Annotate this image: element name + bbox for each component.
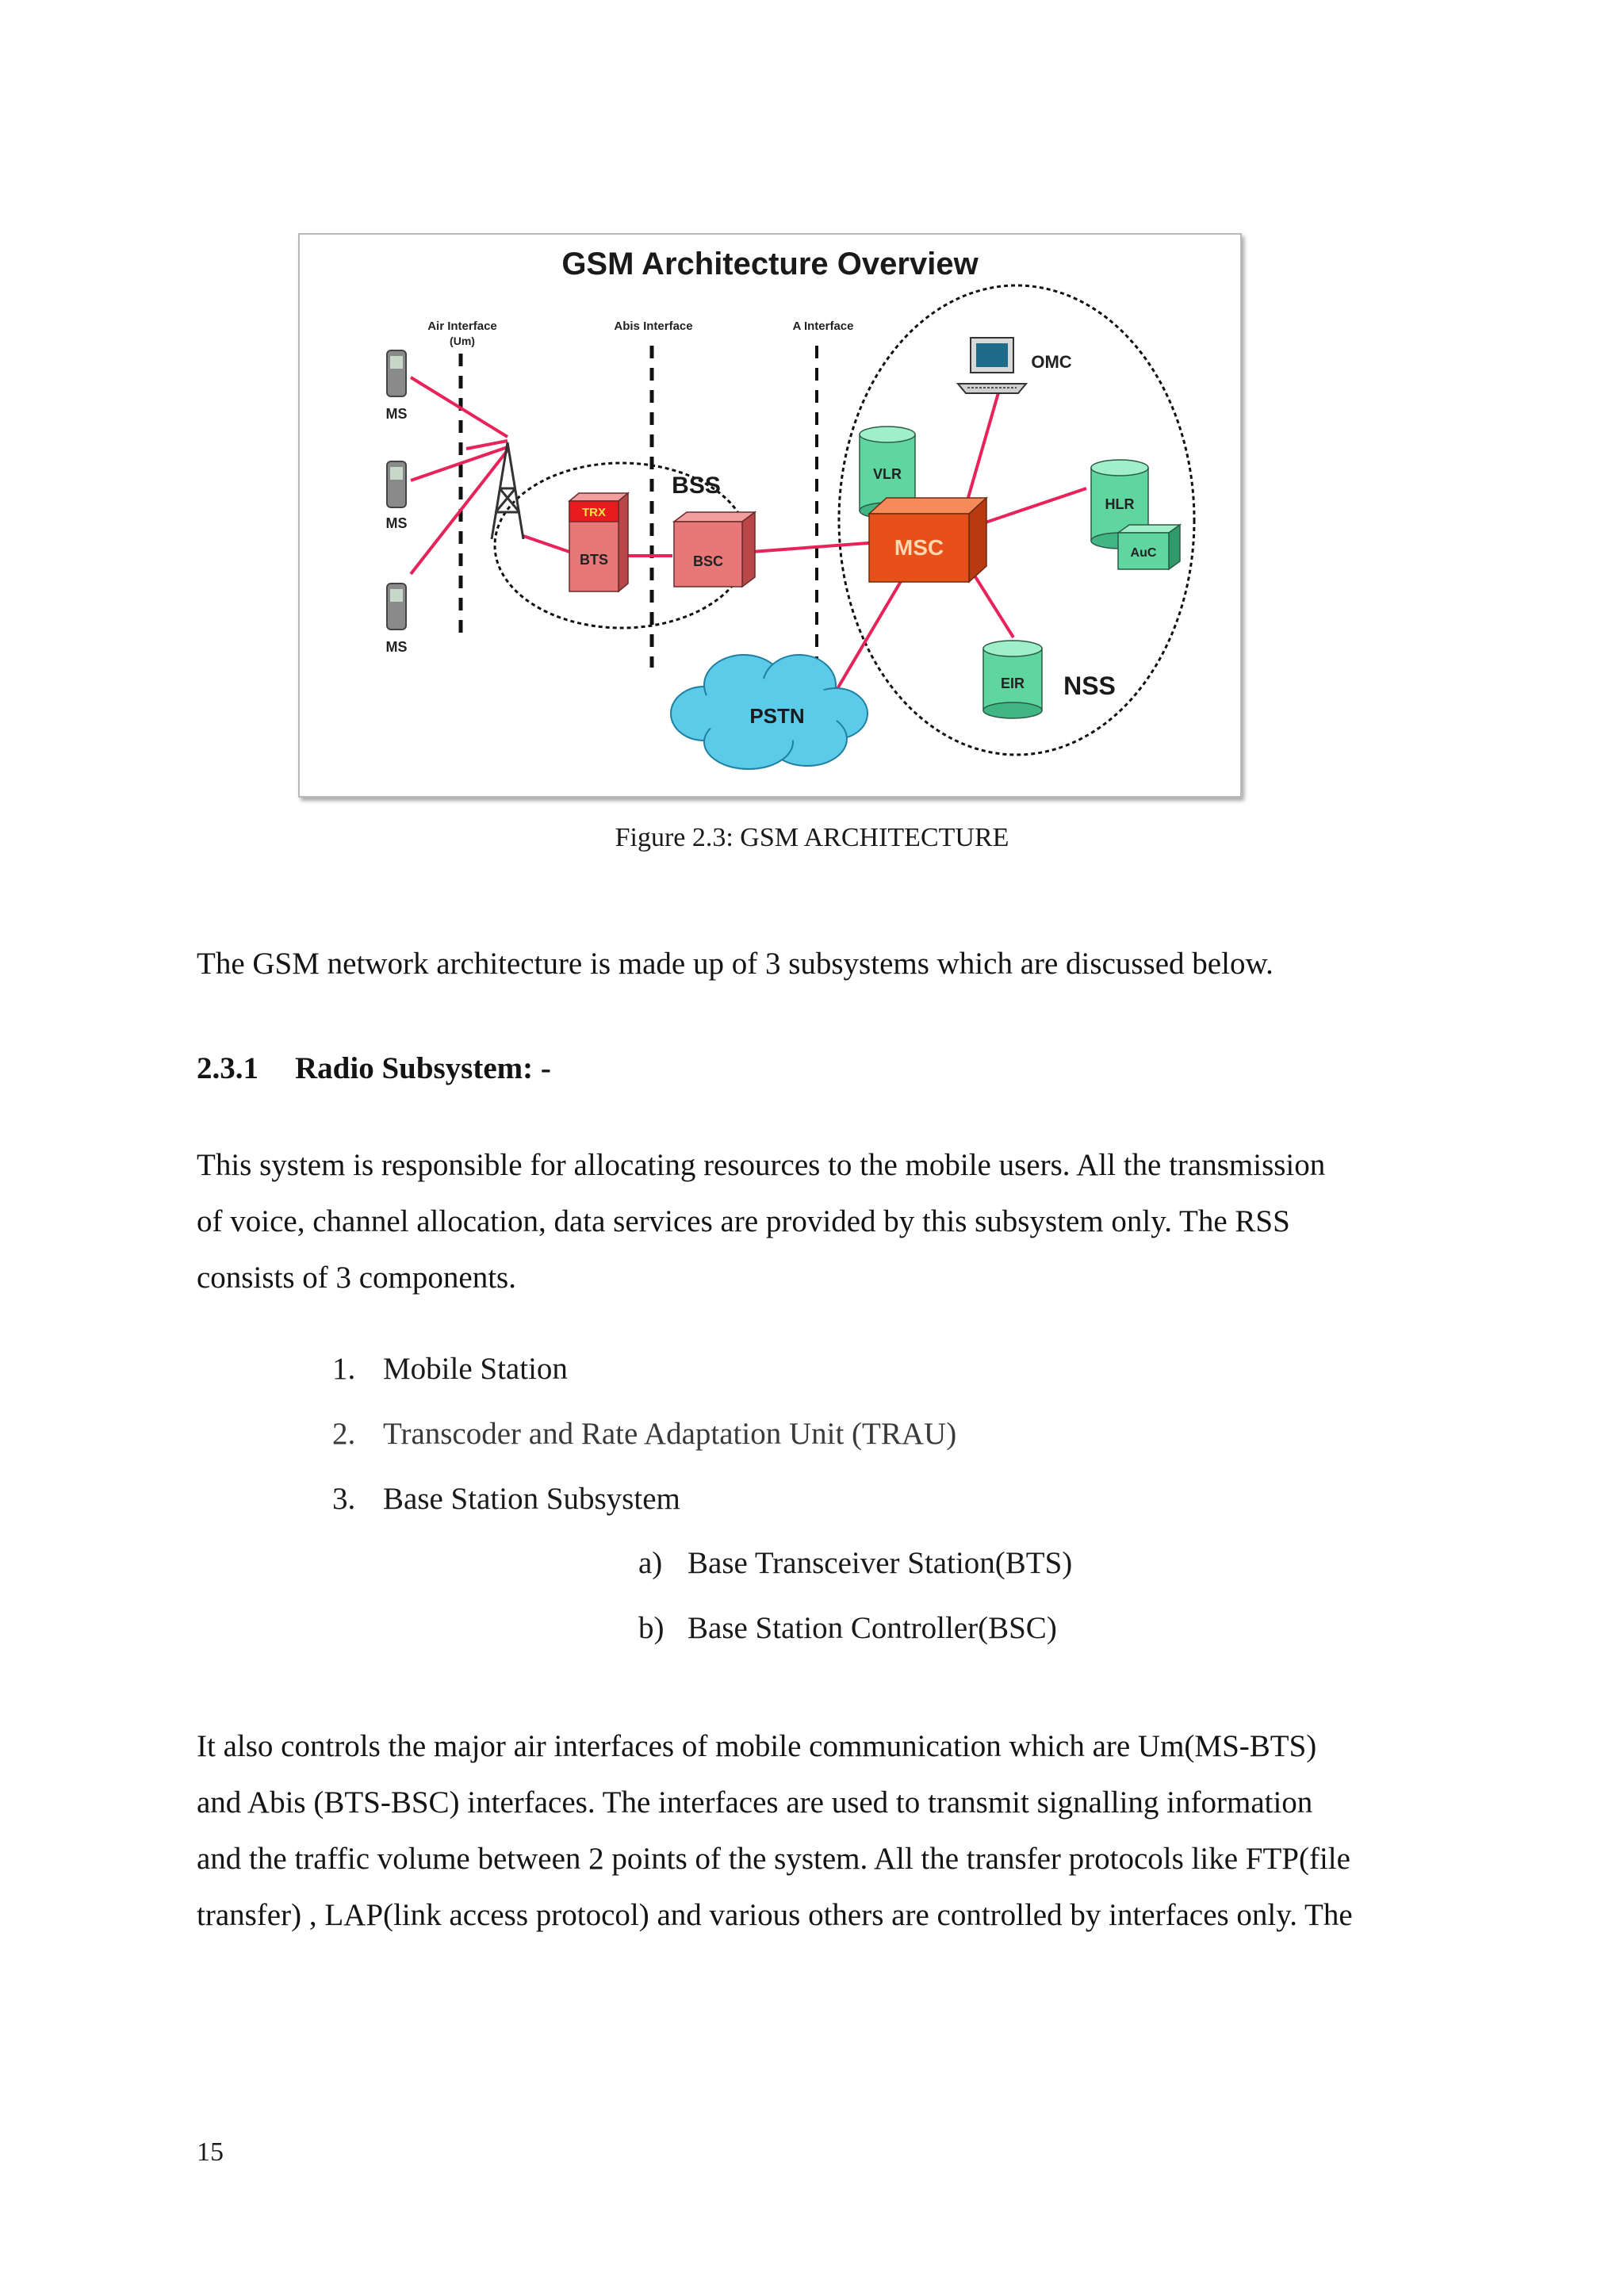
- list-marker: b): [638, 1611, 665, 1645]
- paragraph-line: This system is responsible for allocating resources to the mobile users. All the transmission: [197, 1148, 1326, 1182]
- paragraph-interfaces: [197, 1718, 1434, 1943]
- omc-computer-icon: [958, 338, 1026, 393]
- list-text: Mobile Station: [383, 1352, 568, 1386]
- paragraph-line: and the traffic volume between 2 points of the system. All the transfer protocols like FTP(file: [197, 1842, 1350, 1876]
- mobile-phone-icon-3: [387, 584, 406, 629]
- section-number: 2.3.1: [197, 1051, 259, 1085]
- list-marker: 1.: [332, 1352, 356, 1386]
- msc-pstn-link: [836, 579, 902, 691]
- abis-interface-label: Abis Interface: [614, 320, 693, 333]
- list-item: [332, 1481, 680, 1517]
- bts-label: BTS: [580, 552, 608, 568]
- list-item: [332, 1416, 956, 1452]
- eir-label: EIR: [1000, 675, 1025, 691]
- ms-label-2: MS: [385, 515, 408, 531]
- bsc-cube-icon: [674, 512, 755, 587]
- list-text: Base Station Controller(BSC): [688, 1611, 1057, 1645]
- antenna-bts-link: [523, 536, 569, 552]
- ms-label-3: MS: [385, 639, 408, 655]
- air-interface-sub-label: (Um): [450, 335, 475, 347]
- list-text: Base Station Subsystem: [383, 1482, 680, 1516]
- figure-caption: Figure 2.3: GSM ARCHITECTURE: [615, 823, 1009, 852]
- section-title: Radio Subsystem: -: [295, 1051, 551, 1085]
- air-interface-label: Air Interface: [427, 320, 497, 333]
- list-item: [332, 1351, 568, 1387]
- intro-paragraph: The GSM network architecture is made up of 3 subsystems which are discussed below.: [197, 947, 1274, 981]
- sublist-item: [638, 1545, 1072, 1581]
- bsc-label: BSC: [692, 553, 724, 569]
- vlr-label: VLR: [873, 466, 902, 482]
- mobile-phone-icon-2: [387, 461, 406, 507]
- pstn-label: PSTN: [749, 704, 805, 728]
- msc-eir-link: [971, 569, 1013, 637]
- section-heading: [197, 1050, 551, 1086]
- antenna-tower-icon: [492, 442, 523, 539]
- auc-label: AuC: [1130, 546, 1157, 560]
- omc-label: OMC: [1031, 352, 1072, 372]
- bss-label: BSS: [672, 473, 721, 499]
- list-marker: a): [638, 1546, 663, 1580]
- list-text: Transcoder and Rate Adaptation Unit (TRAU): [383, 1417, 957, 1451]
- paragraph-line: It also controls the major air interfaces of mobile communication which are Um(MS-BTS): [197, 1729, 1317, 1763]
- sublist-item: [638, 1610, 1057, 1646]
- gsm-diagram: [300, 235, 1240, 796]
- a-interface-label: A Interface: [792, 320, 854, 333]
- gsm-architecture-figure: [298, 233, 1242, 798]
- list-text: Base Transceiver Station(BTS): [688, 1546, 1073, 1580]
- paragraph-line: consists of 3 components.: [197, 1261, 516, 1295]
- diagram-title: GSM Architecture Overview: [561, 247, 979, 281]
- paragraph-radio-subsystem: [197, 1137, 1434, 1306]
- mobile-phone-icon-1: [387, 350, 406, 396]
- ms-label-1: MS: [385, 406, 408, 422]
- hlr-label: HLR: [1105, 496, 1135, 512]
- msc-label: MSC: [894, 535, 944, 560]
- trx-label: TRX: [582, 506, 606, 519]
- paragraph-line: and Abis (BTS-BSC) interfaces. The interfaces are used to transmit signalling information: [197, 1785, 1313, 1820]
- nss-label: NSS: [1063, 672, 1116, 700]
- paragraph-line: transfer) , LAP(link access protocol) and various others are controlled by interfaces only. The: [197, 1898, 1353, 1932]
- list-marker: 2.: [332, 1417, 356, 1451]
- paragraph-line: of voice, channel allocation, data services are provided by this subsystem only. The RSS: [197, 1204, 1290, 1238]
- list-marker: 3.: [332, 1482, 356, 1516]
- page-number: 15: [197, 2137, 224, 2167]
